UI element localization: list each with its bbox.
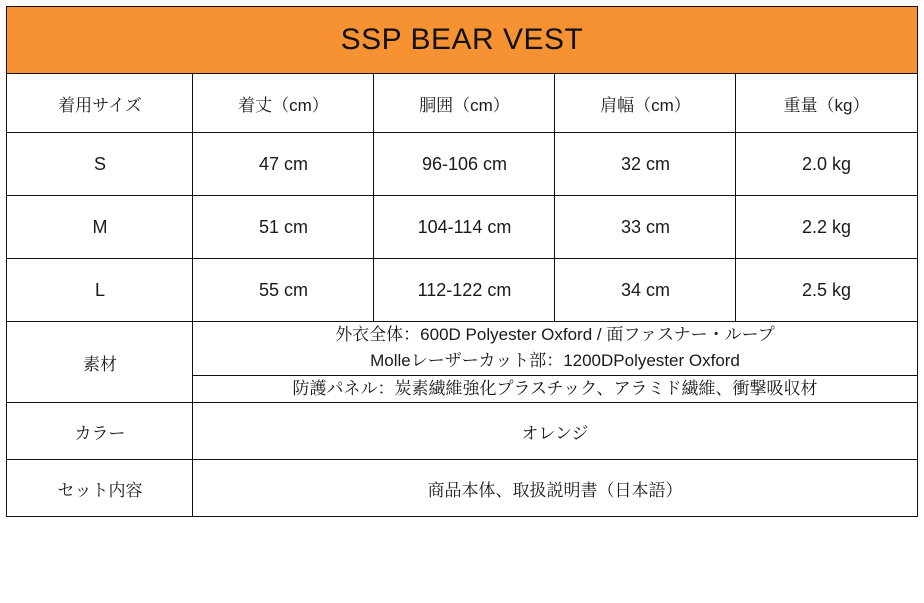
cell-size: M [7,196,193,259]
cell-weight: 2.2 kg [736,196,917,259]
cell-waist: 96-106 cm [374,133,555,196]
column-header-shoulder: 肩幅（cm） [555,74,736,133]
cell-shoulder: 34 cm [555,259,736,322]
row-label-set-contents: セット内容 [7,460,193,517]
cell-shoulder: 33 cm [555,196,736,259]
material-outer-value [193,322,917,376]
color-value: オレンジ [193,403,917,460]
cell-size: S [7,133,193,196]
material-line-1: 外衣全体：600D Polyester Oxford / 面ファスナー・ループ [335,325,775,344]
cell-length: 47 cm [193,133,374,196]
table-header-row [7,74,917,133]
column-header-weight: 重量（kg） [736,74,917,133]
material-row [7,322,917,376]
product-spec-table [6,6,917,517]
cell-waist: 112-122 cm [374,259,555,322]
cell-length: 55 cm [193,259,374,322]
title-row [7,7,917,74]
set-contents-row [7,460,917,517]
table-row [7,133,917,196]
row-label-material: 素材 [7,322,193,403]
color-row [7,403,917,460]
table-row [7,196,917,259]
cell-shoulder: 32 cm [555,133,736,196]
material-line-2: Molleレーザーカット部：1200DPolyester Oxford [370,351,740,371]
material-panel-value: 防護パネル：炭素繊維強化プラスチック、アラミド繊維、衝撃吸収材 [193,375,917,402]
cell-size: L [7,259,193,322]
row-label-color: カラー [7,403,193,460]
cell-weight: 2.0 kg [736,133,917,196]
cell-weight: 2.5 kg [736,259,917,322]
table-row [7,259,917,322]
column-header-length: 着丈（cm） [193,74,374,133]
set-contents-value: 商品本体、取扱説明書（日本語） [193,460,917,517]
product-title: SSP BEAR VEST [7,7,917,74]
cell-waist: 104-114 cm [374,196,555,259]
cell-length: 51 cm [193,196,374,259]
column-header-size: 着用サイズ [7,74,193,133]
column-header-waist: 胴囲（cm） [374,74,555,133]
